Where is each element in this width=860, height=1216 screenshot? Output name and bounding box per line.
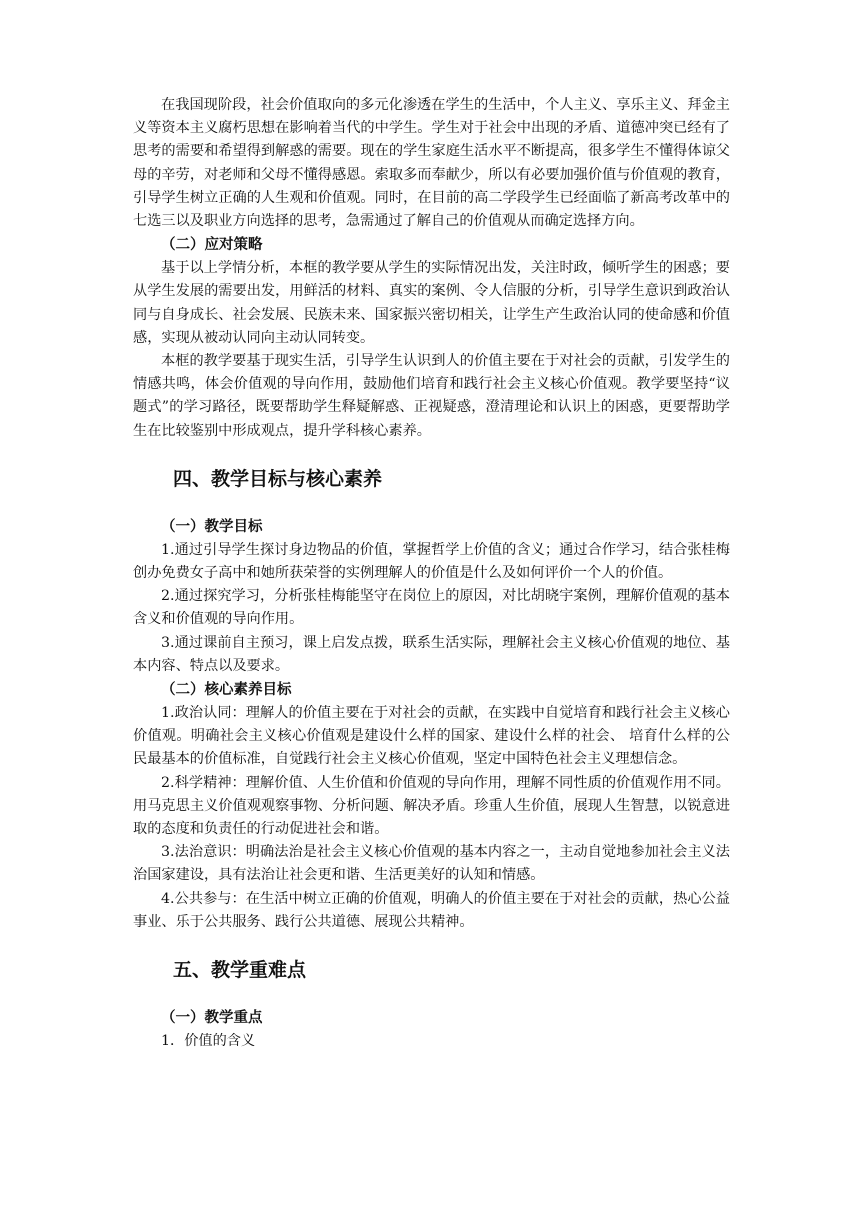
section-5-heading: 五、教学重难点 <box>173 959 307 982</box>
core-literacy-heading: （二）核心素养目标 <box>161 682 292 699</box>
document-body <box>133 94 730 1053</box>
core-literacy-item-2: 2.科学精神：理解价值、人生价值和价值观的导向作用，理解不同性质的价值观作用不同。用马克思主义价值观观察事物、分析问题、解决矛盾。珍重人生价值，展现人生智慧，以锐意进取的态度和负责任的行动促进社会和谐。 <box>133 774 730 838</box>
strategy-paragraph-2: 本框的教学要基于现实生活，引导学生认识到人的价值主要在于对社会的贡献，引发学生的情感共鸣，体会价值观的导向作用，鼓励他们培育和践行社会主义核心价值观。教学要坚持“议题式”的学习路径，既要帮助学生释疑解惑、正视疑惑，澄清理论和认识上的困惑，更要帮助学生在比较鉴别中形成观点，提升学科核心素养。 <box>133 353 730 439</box>
teaching-goal-item-3: 3.通过课前自主预习，课上启发点拨，联系生活实际，理解社会主义核心价值观的地位、基本内容、特点以及要求。 <box>133 634 730 674</box>
teaching-goals-heading: （一）教学目标 <box>161 518 263 535</box>
key-point-item-1: 1．价值的含义 <box>161 1033 256 1050</box>
intro-paragraph: 在我国现阶段，社会价值取向的多元化渗透在学生的生活中，个人主义、享乐主义、拜金主义等资本主义腐朽思想在影响着当代的中学生。学生对于社会中出现的矛盾、道德冲突已经有了思考的需要和希望得到解惑的需要。现在的学生家庭生活水平不断提高，很多学生不懂得体谅父母的辛劳，对老师和父母不懂得感恩。索取多而奉献少，所以有必要加强价值与价值观的教育，引导学生树立正确的人生观和价值观。同时，在目前的高二学段学生已经面临了新高考改革中的七选三以及职业方向选择的思考，急需通过了解自己的价值观从而确定选择方向。 <box>133 97 730 230</box>
core-literacy-item-4: 4.公共参与：在生活中树立正确的价值观，明确人的价值主要在于对社会的贡献，热心公益事业、乐于公共服务、践行公共道德、展现公共精神。 <box>133 890 730 930</box>
strategy-heading: （二）应对策略 <box>161 237 263 254</box>
core-literacy-item-1: 1.政治认同：理解人的价值主要在于对社会的贡献，在实践中自觉培育和践行社会主义核心价值观。明确社会主义核心价值观是建设什么样的国家、建设什么样的社会、 培育什么样的公民最基本的价值标准，自觉践行社会主义核心价值观，坚定中国特色社会主义理想信念。 <box>133 705 730 768</box>
teaching-goal-item-1: 1.通过引导学生探讨身边物品的价值，掌握哲学上价值的含义；通过合作学习，结合张桂梅创办免费女子高中和她所获荣誉的实例理解人的价值是什么及如何评价一个人的价值。 <box>133 541 730 582</box>
strategy-paragraph-1: 基于以上学情分析，本框的教学要从学生的实际情况出发，关注时政，倾听学生的困惑；要从学生发展的需要出发，用鲜活的材料、真实的案例、令人信服的分析，引导学生意识到政治认同与自身成长、社会发展、民族未来、国家振兴密切相关，让学生产生政治认同的使命感和价值感，实现从被动认同向主动认同转变。 <box>133 260 730 346</box>
core-literacy-item-3: 3.法治意识：明确法治是社会主义核心价值观的基本内容之一，主动自觉地参加社会主义法治国家建设，具有法治让社会更和谐、生活更美好的认知和情感。 <box>133 844 730 884</box>
key-points-heading: （一）教学重点 <box>161 1010 263 1027</box>
section-4-heading: 四、教学目标与核心素养 <box>173 467 383 490</box>
teaching-goal-item-2: 2.通过探究学习，分析张桂梅能坚守在岗位上的原因，对比胡晓宇案例，理解价值观的基本含义和价值观的导向作用。 <box>133 588 730 628</box>
